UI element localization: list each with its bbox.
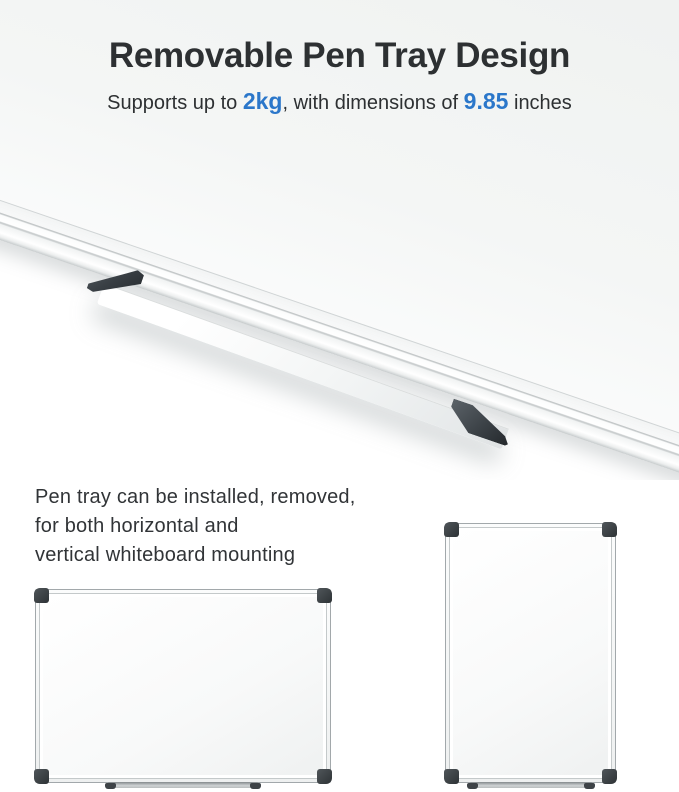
corner-cap-top-left	[444, 522, 459, 537]
corner-cap-top-right	[317, 588, 332, 603]
weight-value: 2kg	[242, 88, 283, 114]
vertical-whiteboard-image	[445, 523, 616, 783]
page-title: Removable Pen Tray Design	[108, 36, 571, 75]
bottom-pen-tray	[108, 782, 258, 788]
subtitle-mid: , with dimensions of	[282, 92, 464, 114]
whiteboard-face	[43, 597, 323, 775]
corner-cap-bottom-right	[317, 769, 332, 784]
tilted-board-assembly	[0, 192, 679, 480]
bottom-pen-tray	[470, 782, 592, 788]
description-line-1: Pen tray can be installed, removed,	[35, 486, 356, 508]
tray-tab-left	[467, 783, 478, 789]
corner-cap-top-left	[34, 588, 49, 603]
corner-cap-top-right	[602, 522, 617, 537]
corner-cap-bottom-left	[444, 769, 459, 784]
horizontal-whiteboard-image	[35, 589, 331, 783]
subtitle	[0, 88, 679, 115]
tray-tab-right	[584, 783, 595, 789]
header	[0, 0, 679, 115]
tray-tab-right	[250, 783, 261, 789]
subtitle-post: inches	[508, 92, 572, 114]
description-paragraph	[35, 483, 425, 570]
subtitle-pre: Supports up to	[107, 92, 243, 114]
tray-tab-left	[105, 783, 116, 789]
description-line-2: for both horizontal and	[35, 515, 239, 537]
description-line-3: vertical whiteboard mounting	[35, 544, 296, 566]
whiteboard-face	[453, 531, 608, 775]
corner-cap-bottom-right	[602, 769, 617, 784]
corner-cap-bottom-left	[34, 769, 49, 784]
dimension-value: 9.85	[463, 88, 509, 114]
